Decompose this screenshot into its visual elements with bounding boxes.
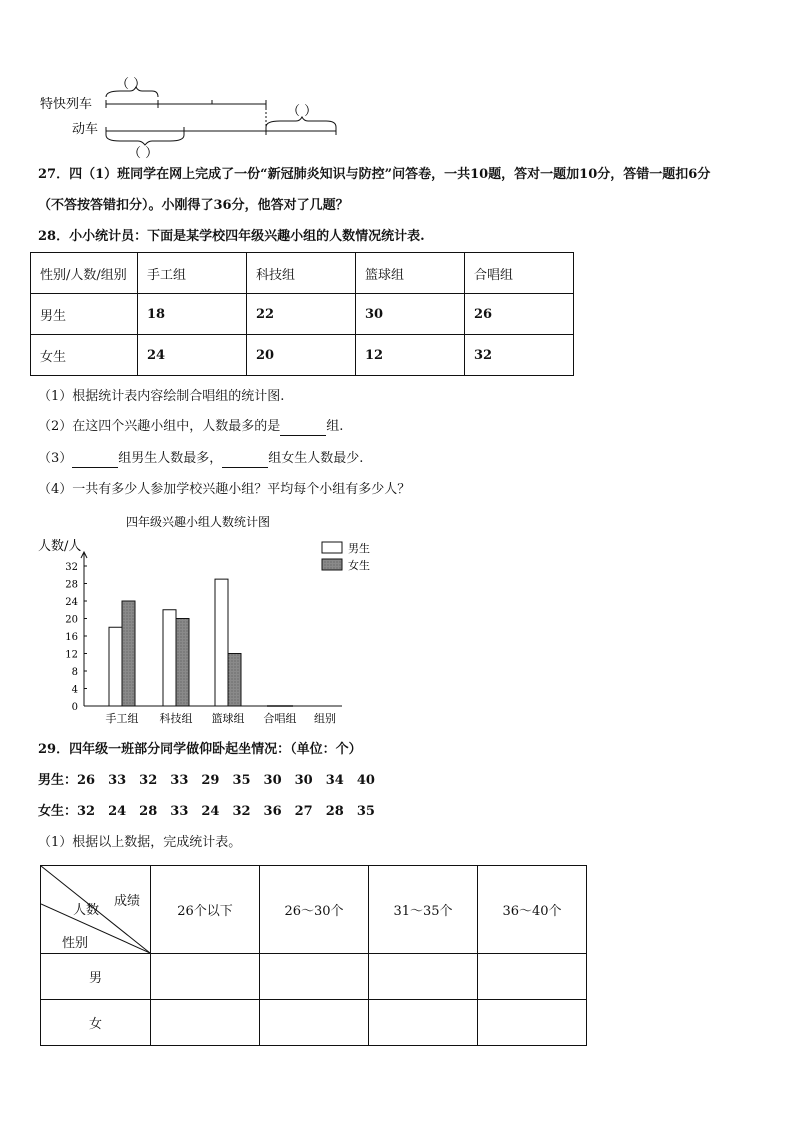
q28-sub1: （1）根据统计表内容绘制合唱组的统计图. xyxy=(38,389,285,404)
chart-title: 四年级兴趣小组人数统计图 xyxy=(126,515,271,529)
chart-xlabel: 组别 xyxy=(314,712,336,725)
table-cell: 18 xyxy=(138,294,247,335)
bar xyxy=(176,619,189,707)
bottom-brace xyxy=(106,135,184,145)
y-tick-label: 12 xyxy=(65,649,78,661)
table-header-cell: 科技组 xyxy=(247,253,356,294)
table-cell: 22 xyxy=(247,294,356,335)
q27-line2: （不答按答错扣分）。小刚得了36分，他答对了几题？ xyxy=(38,198,349,213)
y-tick-label: 8 xyxy=(71,667,78,678)
y-tick-label: 0 xyxy=(71,702,78,713)
y-tick-label: 20 xyxy=(65,614,78,626)
q29-girls-data: 女生：32 24 28 33 24 32 36 27 28 35 xyxy=(38,804,375,819)
bar xyxy=(109,627,122,706)
train-diagram xyxy=(30,75,360,160)
answer-blank[interactable] xyxy=(72,453,118,468)
y-tick-label: 4 xyxy=(71,684,78,696)
table-cell: 女生 xyxy=(31,335,138,376)
q28-sub2-pre: （2）在这四个兴趣小组中，人数最多的是 xyxy=(38,419,281,434)
bar xyxy=(163,610,176,706)
interest-group-table xyxy=(30,252,574,376)
diag-top-label: 成绩 xyxy=(114,894,141,909)
answer-blank[interactable] xyxy=(280,421,326,436)
situp-table xyxy=(40,865,587,1046)
legend-swatch xyxy=(322,559,342,570)
legend-label: 女生 xyxy=(348,559,370,572)
emu-train-label: 动车 xyxy=(72,122,99,137)
right-brace-blank: （ ） xyxy=(287,104,318,119)
y-tick-label: 28 xyxy=(65,579,78,591)
bar-chart xyxy=(30,510,410,732)
answer-cell[interactable] xyxy=(151,1000,260,1046)
table-cell: 30 xyxy=(356,294,465,335)
table-cell: 20 xyxy=(247,335,356,376)
answer-blank[interactable] xyxy=(222,453,268,468)
table-cell: 26 xyxy=(465,294,574,335)
answer-cell[interactable] xyxy=(151,954,260,1000)
table-header-row xyxy=(31,253,574,294)
chart-bars xyxy=(109,579,293,706)
chart-ylabel: 人数/人 xyxy=(38,539,82,554)
answer-cell[interactable] xyxy=(260,1000,369,1046)
answer-cell[interactable] xyxy=(260,954,369,1000)
bar xyxy=(122,601,135,706)
column-header: 26～30个 xyxy=(260,866,369,954)
table-row xyxy=(31,335,574,376)
top-brace-blank: （ ） xyxy=(116,77,147,92)
row-header: 女 xyxy=(41,1000,151,1046)
table-cell: 12 xyxy=(356,335,465,376)
table-header-cell: 手工组 xyxy=(138,253,247,294)
bar xyxy=(228,654,241,707)
q28-sub3-a: （3） xyxy=(38,451,73,466)
right-brace xyxy=(266,117,336,127)
x-tick-label: 篮球组 xyxy=(211,712,245,725)
table-row xyxy=(31,294,574,335)
legend-label: 男生 xyxy=(348,542,370,555)
express-train-label: 特快列车 xyxy=(40,97,93,112)
q29-title: 29．四年级一班部分同学做仰卧起坐情况：（单位：个） xyxy=(38,742,362,757)
table-row xyxy=(41,954,587,1000)
q28-sub2-post: 组. xyxy=(326,419,344,434)
x-tick-label: 合唱组 xyxy=(263,712,297,725)
answer-cell[interactable] xyxy=(369,954,478,1000)
table-header-row xyxy=(41,866,587,954)
table-cell: 24 xyxy=(138,335,247,376)
y-tick-label: 32 xyxy=(65,562,78,573)
bar xyxy=(215,579,228,706)
diag-mid-label: 人数 xyxy=(73,903,100,918)
q28-sub2 xyxy=(38,418,343,436)
answer-cell[interactable] xyxy=(478,1000,587,1046)
diag-bottom-label: 性别 xyxy=(62,936,89,951)
q27-line1: 27．四（1）班同学在网上完成了一份“新冠肺炎知识与防控”问答卷，一共10题，答对一题加10分，答错一题扣6分 xyxy=(38,167,711,182)
answer-cell[interactable] xyxy=(369,1000,478,1046)
legend-swatch xyxy=(322,542,342,553)
y-tick-label: 24 xyxy=(65,597,78,608)
table-cell: 男生 xyxy=(31,294,138,335)
x-tick-label: 手工组 xyxy=(105,712,139,725)
table-header-cell: 合唱组 xyxy=(465,253,574,294)
q28-title: 28．小小统计员：下面是某学校四年级兴趣小组的人数情况统计表. xyxy=(38,229,425,244)
q28-sub3-b: 组男生人数最多， xyxy=(118,451,223,466)
q28-sub4: （4）一共有多少人参加学校兴趣小组？平均每个小组有多少人？ xyxy=(38,482,411,497)
y-tick-label: 16 xyxy=(65,632,78,643)
chart-x-labels xyxy=(106,711,297,725)
q29-boys-data: 男生：26 33 32 33 29 35 30 30 34 40 xyxy=(38,773,375,788)
q28-sub3-c: 组女生人数最少. xyxy=(268,451,364,466)
column-header: 26个以下 xyxy=(151,866,260,954)
row-header: 男 xyxy=(41,954,151,1000)
x-tick-label: 科技组 xyxy=(159,712,193,725)
table-header-cell: 性别/人数/组别 xyxy=(31,253,138,294)
table-row xyxy=(41,1000,587,1046)
chart-legend xyxy=(322,541,370,572)
q29-sub1: （1）根据以上数据，完成统计表。 xyxy=(38,835,242,850)
table-header-cell: 篮球组 xyxy=(356,253,465,294)
q28-sub3 xyxy=(38,450,363,468)
answer-cell[interactable] xyxy=(478,954,587,1000)
bottom-brace-blank: （ ） xyxy=(128,146,159,160)
column-header: 31～35个 xyxy=(369,866,478,954)
diagonal-header-cell xyxy=(41,866,151,954)
table-cell: 32 xyxy=(465,335,574,376)
column-header: 36～40个 xyxy=(478,866,587,954)
